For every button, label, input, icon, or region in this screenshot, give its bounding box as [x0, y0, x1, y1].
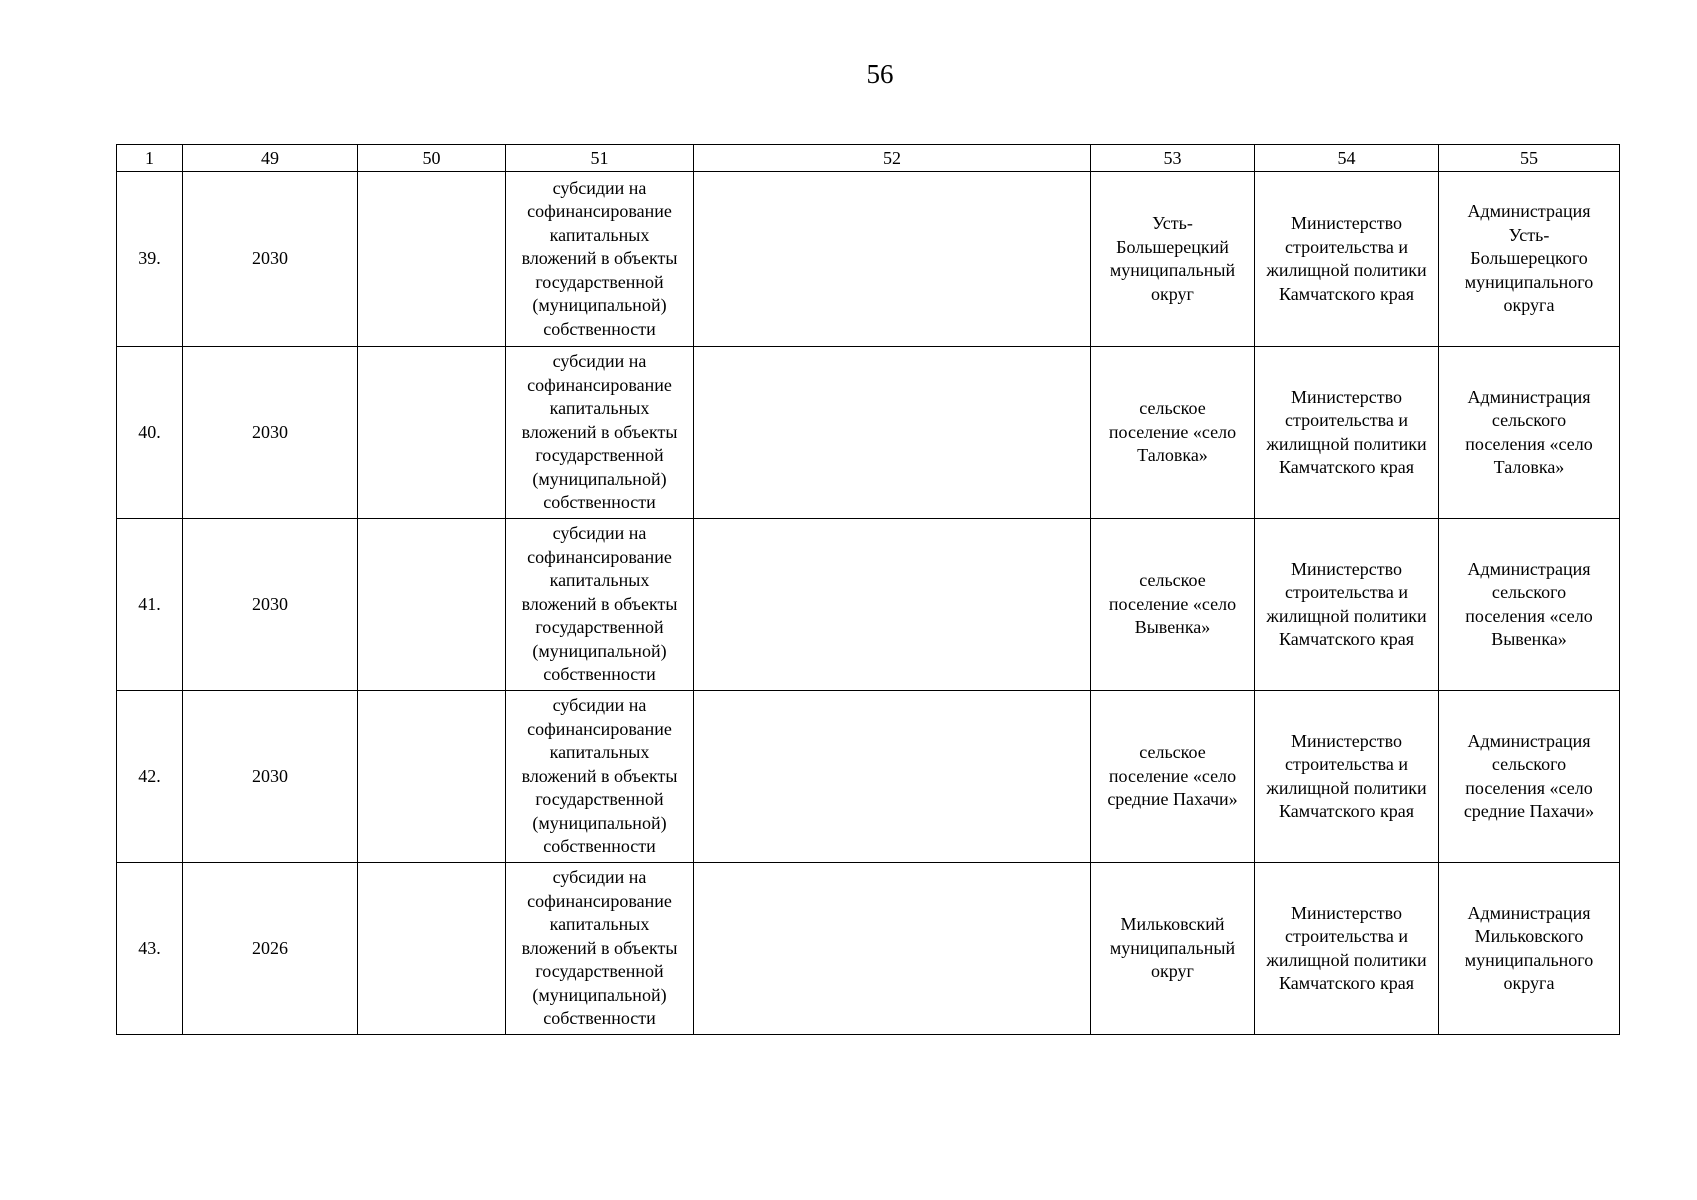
- table-row: [117, 863, 1620, 1035]
- table-row: [117, 172, 1620, 347]
- data-table: [116, 144, 1620, 1035]
- ministry-cell: [1255, 863, 1439, 1035]
- row-number-cell: 40.: [117, 347, 183, 519]
- empty-cell-52: [694, 863, 1091, 1035]
- municipality-cell: [1091, 347, 1255, 519]
- row-number-cell: 42.: [117, 691, 183, 863]
- ministry-cell: [1255, 691, 1439, 863]
- administration-cell: [1439, 172, 1620, 347]
- empty-cell-50: [358, 863, 506, 1035]
- municipality-text: сельское поселение «село Таловка»: [1108, 398, 1237, 466]
- municipality-text: сельское поселение «село Вывенка»: [1108, 570, 1237, 638]
- header-cell-52: 52: [694, 145, 1091, 172]
- empty-cell-52: [694, 172, 1091, 347]
- subsidy-type-text: субсидии на софинансирование капитальных вложений в объекты государственной (муниципальной) собственности: [521, 695, 678, 857]
- header-cell-53: 53: [1091, 145, 1255, 172]
- ministry-text: Министерство строительства и жилищной политики Камчатского края: [1266, 386, 1427, 477]
- header-cell-50: 50: [358, 145, 506, 172]
- administration-cell: [1439, 691, 1620, 863]
- empty-cell-52: [694, 519, 1091, 691]
- administration-text: Администрация сельского поселения «село Таловка»: [1465, 386, 1593, 477]
- ministry-text: Министерство строительства и жилищной политики Камчатского края: [1266, 558, 1427, 649]
- municipality-cell: [1091, 172, 1255, 347]
- row-number-cell: 43.: [117, 863, 183, 1035]
- page-number: 56: [866, 59, 894, 89]
- empty-cell-50: [358, 347, 506, 519]
- municipality-cell: [1091, 691, 1255, 863]
- ministry-cell: [1255, 519, 1439, 691]
- ministry-text: Министерство строительства и жилищной политики Камчатского края: [1266, 213, 1427, 304]
- subsidy-type-cell: [506, 172, 694, 347]
- subsidy-type-cell: [506, 863, 694, 1035]
- ministry-cell: [1255, 347, 1439, 519]
- table-row: [117, 691, 1620, 863]
- empty-cell-50: [358, 172, 506, 347]
- subsidy-type-cell: [506, 347, 694, 519]
- municipality-text: Усть- Большерецкий муниципальный округ: [1109, 213, 1236, 304]
- header-cell-54: 54: [1255, 145, 1439, 172]
- subsidy-type-text: субсидии на софинансирование капитальных вложений в объекты государственной (муниципальной) собственности: [521, 177, 678, 339]
- municipality-text: Мильковский муниципальный округ: [1109, 914, 1236, 982]
- subsidy-type-cell: [506, 519, 694, 691]
- header-cell-1: 1: [117, 145, 183, 172]
- administration-cell: [1439, 863, 1620, 1035]
- ministry-text: Министерство строительства и жилищной политики Камчатского края: [1266, 730, 1427, 821]
- year-cell: 2026: [183, 863, 358, 1035]
- year-cell: 2030: [183, 172, 358, 347]
- municipality-cell: [1091, 519, 1255, 691]
- municipality-cell: [1091, 863, 1255, 1035]
- administration-text: Администрация Мильковского муниципального округа: [1464, 902, 1594, 993]
- year-cell: 2030: [183, 691, 358, 863]
- row-number-cell: 41.: [117, 519, 183, 691]
- subsidy-type-text: субсидии на софинансирование капитальных вложений в объекты государственной (муниципальной) собственности: [521, 523, 678, 685]
- subsidy-type-text: субсидии на софинансирование капитальных вложений в объекты государственной (муниципальной) собственности: [521, 351, 678, 513]
- row-number-cell: 39.: [117, 172, 183, 347]
- header-cell-55: 55: [1439, 145, 1620, 172]
- administration-cell: [1439, 519, 1620, 691]
- table-row: [117, 519, 1620, 691]
- administration-cell: [1439, 347, 1620, 519]
- empty-cell-50: [358, 691, 506, 863]
- empty-cell-50: [358, 519, 506, 691]
- ministry-text: Министерство строительства и жилищной политики Камчатского края: [1266, 902, 1427, 993]
- ministry-cell: [1255, 172, 1439, 347]
- header-cell-49: 49: [183, 145, 358, 172]
- table-row: [117, 347, 1620, 519]
- header-cell-51: 51: [506, 145, 694, 172]
- empty-cell-52: [694, 691, 1091, 863]
- header-row: [117, 145, 1620, 172]
- year-cell: 2030: [183, 347, 358, 519]
- administration-text: Администрация сельского поселения «село Вывенка»: [1465, 558, 1593, 649]
- subsidy-type-text: субсидии на софинансирование капитальных вложений в объекты государственной (муниципальной) собственности: [521, 867, 678, 1029]
- administration-text: Администрация сельского поселения «село средние Пахачи»: [1463, 730, 1595, 821]
- subsidy-type-cell: [506, 691, 694, 863]
- municipality-text: сельское поселение «село средние Пахачи»: [1107, 742, 1238, 810]
- administration-text: Администрация Усть- Большерецкого муниципального округа: [1464, 201, 1594, 316]
- year-cell: 2030: [183, 519, 358, 691]
- empty-cell-52: [694, 347, 1091, 519]
